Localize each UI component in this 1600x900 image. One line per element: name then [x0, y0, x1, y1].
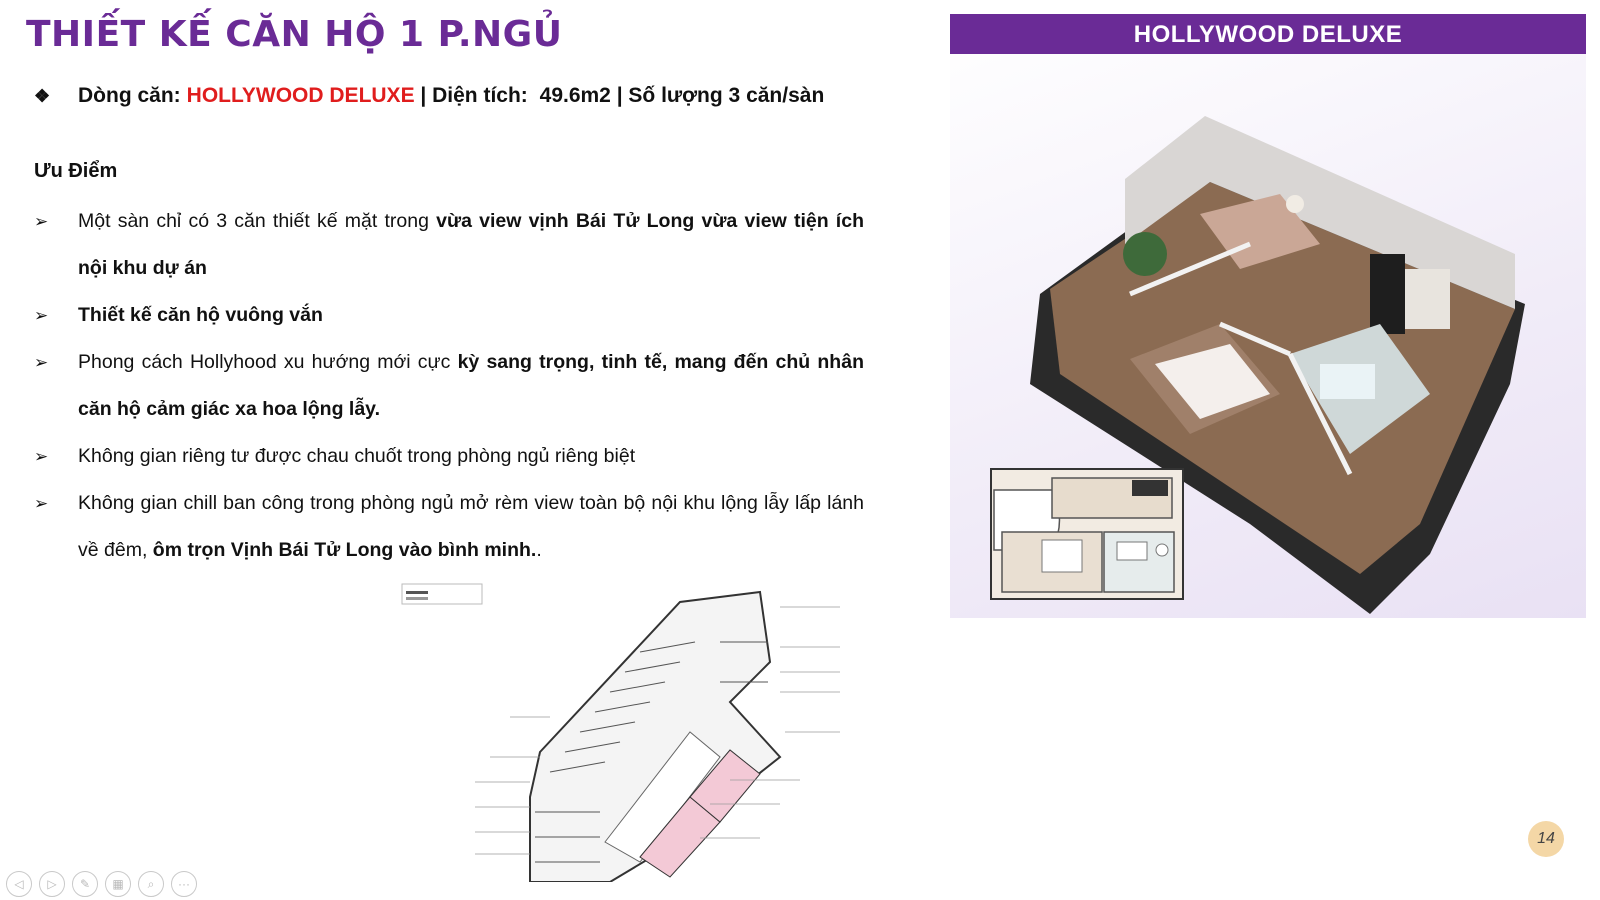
advantage-text: Không gian chill ban công trong phòng ngủ mở rèm view toàn bộ nội khu lộng lẫy lấp lánh về đêm,: [78, 492, 864, 561]
advantage-text: Phong cách Hollyhood xu hướng mới cực: [78, 351, 458, 373]
floor-plan-drawing: [992, 470, 1182, 598]
advantages-list: [34, 198, 864, 574]
arrow-bullet-icon: ➢: [34, 353, 49, 372]
advantage-item: [34, 292, 864, 339]
area-value: 49.6m2: [539, 84, 611, 107]
advantage-item: [34, 433, 864, 480]
advantage-bold-text: vừa view vịnh Bái Tử Long vừa view tiện ích nội khu dự án: [78, 210, 864, 279]
zoom-icon[interactable]: ⌕: [138, 871, 164, 897]
advantage-item: [34, 198, 864, 292]
arrow-right-icon[interactable]: ▷: [39, 871, 65, 897]
arrow-bullet-icon: ➢: [34, 306, 49, 325]
more-icon[interactable]: ···: [171, 871, 197, 897]
advantage-text: Không gian riêng tư được chau chuốt trong phòng ngủ riêng biệt: [78, 445, 636, 467]
unit-render-panel: [950, 14, 1586, 618]
unit-type-label: Dòng căn:: [78, 84, 181, 107]
advantage-bold-text: kỳ sang trọng, tinh tế, mang đến chủ nhân căn hộ cảm giác xa hoa lộng lẫy.: [78, 351, 864, 420]
advantage-item: [34, 480, 864, 574]
panel-header: HOLLYWOOD DELUXE: [950, 14, 1586, 54]
slide-title: THIẾT KẾ CĂN HỘ 1 P.NGỦ: [26, 14, 563, 55]
arrow-bullet-icon: ➢: [34, 447, 49, 466]
pen-icon[interactable]: ✎: [72, 871, 98, 897]
arrow-bullet-icon: ➢: [34, 494, 49, 513]
area-label: | Diện tích:: [414, 84, 534, 107]
building-floor-plan: [400, 582, 880, 882]
slideshow-controls: [6, 871, 197, 897]
unit-type-value: HOLLYWOOD DELUXE: [186, 84, 415, 107]
arrow-bullet-icon: ➢: [34, 212, 49, 231]
page-number-badge: 14: [1528, 821, 1564, 857]
unit-spec-line: [34, 84, 824, 108]
advantage-bold-text: Thiết kế căn hộ vuông vắn: [78, 304, 323, 326]
advantages-heading: Ưu Điểm: [34, 160, 118, 182]
advantage-text: Một sàn chỉ có 3 căn thiết kế mặt trong: [78, 210, 437, 232]
grid-icon[interactable]: ▦: [105, 871, 131, 897]
arrow-left-icon[interactable]: ◁: [6, 871, 32, 897]
advantage-item: [34, 339, 864, 433]
advantage-text-tail: .: [536, 539, 542, 561]
advantage-bold-text: ôm trọn Vịnh Bái Tử Long vào bình minh.: [152, 539, 537, 561]
diamond-bullet-icon: ❖: [34, 85, 51, 106]
quantity-text: | Số lượng 3 căn/sàn: [610, 84, 825, 107]
floor-plan-inset: [990, 468, 1184, 600]
